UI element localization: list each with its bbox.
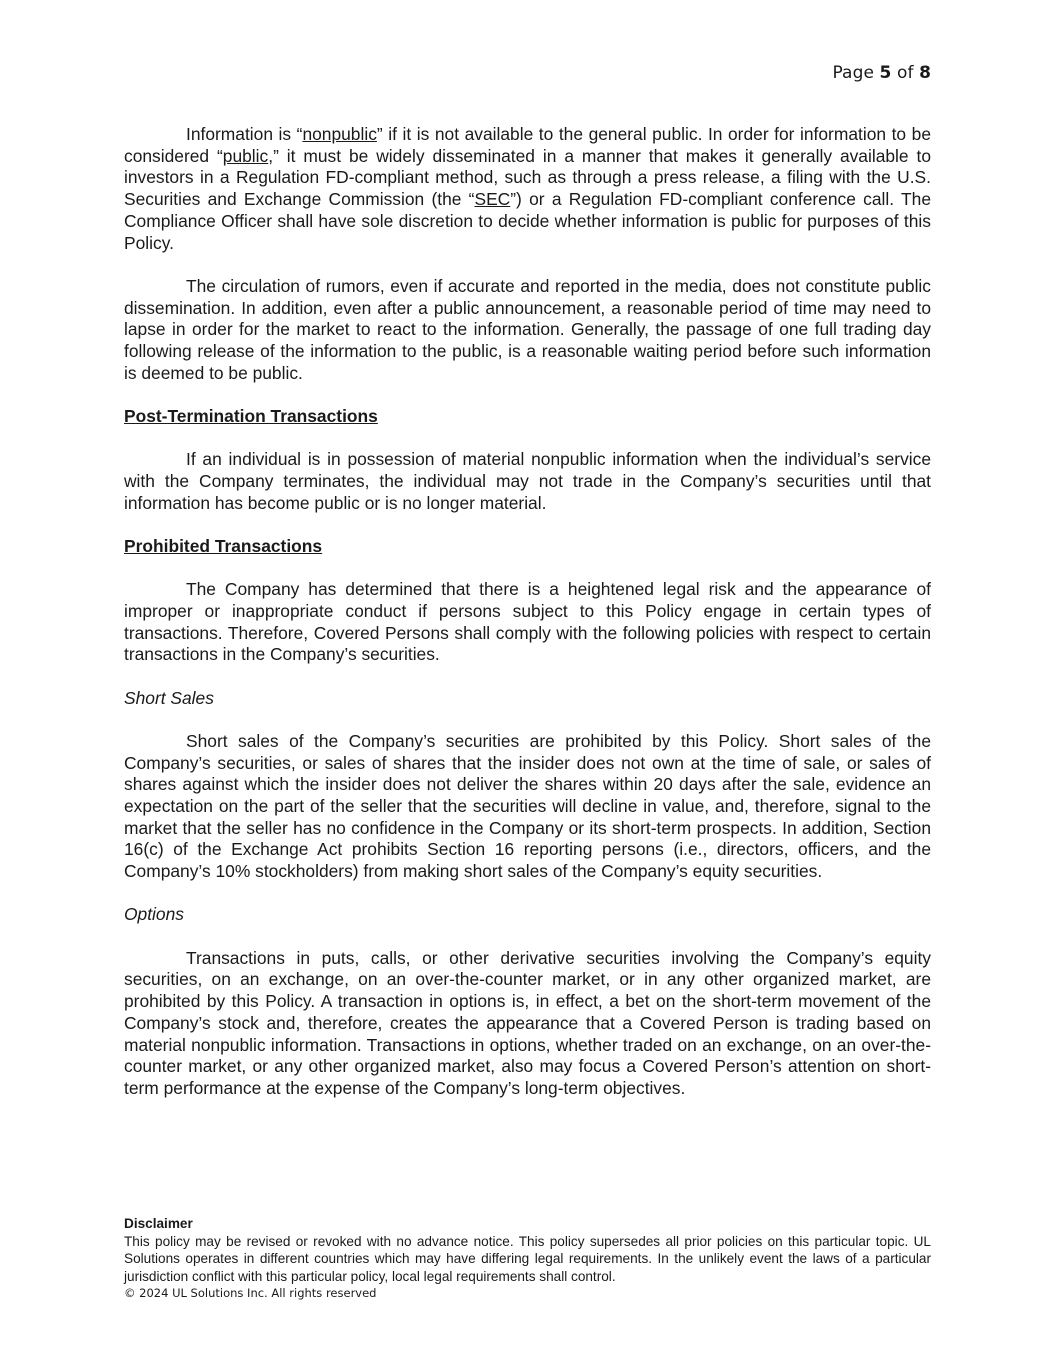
paragraph-prohibited-transactions: The Company has determined that there is a heightened legal risk and the appearance of improper or inappropriate conduct if persons subject to this Policy engage in certain types of transactions. Therefore, Covered Persons shall comply with the following policies with respect to certain transactions in the Company’s securities.: [124, 579, 931, 665]
total-pages: 8: [919, 63, 931, 83]
text-run: Information is “: [186, 124, 303, 144]
copyright: © 2024 UL Solutions Inc. All rights reserved: [124, 1286, 377, 1300]
heading-post-termination: Post-Termination Transactions: [124, 405, 378, 426]
paragraph-nonpublic-definition: [124, 124, 931, 254]
term-nonpublic: nonpublic: [302, 124, 377, 144]
text-run: ”) or a Regulation FD-compliant conference call. The Compliance Officer shall have sole discretion to decide whether information is public for purposes of this Policy.: [124, 189, 931, 253]
current-page: 5: [879, 63, 892, 83]
paragraph-short-sales: Short sales of the Company’s securities are prohibited by this Policy. Short sales of the Company’s securities, or sales of shares that the insider does not own at the time of sale, or sales of shares against which the insider does not deliver the shares within 20 days after the sale, evidence an expectation on the part of the seller that the securities will decline in value, and, therefore, signal to the market that the seller has no confidence in the Company or its short-term prospects. In addition, Section 16(c) of the Exchange Act prohibits Section 16 reporting persons (i.e., directors, officers, and the Company’s 10% stockholders) from making short sales of the Company’s equity securities.: [124, 730, 931, 882]
paragraph-post-termination: If an individual is in possession of material nonpublic information when the individual’s service with the Company terminates, the individual may not trade in the Company’s securities until that information has become public or is no longer material.: [124, 449, 931, 513]
document-body: [124, 124, 931, 1121]
subheading-short-sales: Short Sales: [124, 687, 214, 708]
subheading-options: Options: [124, 904, 184, 925]
paragraph-rumors: The circulation of rumors, even if accurate and reported in the media, does not constitute public dissemination. In addition, even after a public announcement, a reasonable period of time may need to lapse in order for the market to react to the information. Generally, the passage of one full trading day following release of the information to the public, is a reasonable waiting period before such information is deemed to be public.: [124, 275, 931, 383]
term-sec: SEC: [474, 189, 511, 210]
text-run: ” if it is not available to the general public. In order for information to be considered “: [124, 124, 931, 166]
disclaimer-text: This policy may be revised or revoked with no advance notice. This policy supersedes all prior policies on this particular topic. UL Solutions operates in different countries which may have differing legal requirements. In the unlikely event the laws of a particular jurisdiction conflict with this particular policy, local legal requirements shall control.: [124, 1233, 931, 1284]
text-run: ,” it must be widely disseminated in a manner that makes it generally available to investors in a Regulation FD-compliant method, such as through a press release, a filing with the U.S. Securities and Exchange Commission (the “: [124, 145, 932, 210]
heading-prohibited-transactions: Prohibited Transactions: [124, 535, 323, 556]
page-of-label: of: [891, 63, 920, 83]
term-public: public: [222, 145, 269, 166]
page-number: [832, 63, 931, 83]
paragraph-options: Transactions in puts, calls, or other derivative securities involving the Company’s equity securities, on an exchange, on an over-the-counter market, or in any other organized market, are prohibited by this Policy. A transaction in options is, in effect, a bet on the short-term movement of the Company’s stock and, therefore, creates the appearance that a Covered Person is trading based on material nonpublic information. Transactions in options, whether traded on an exchange, on an over-the-counter market, or any other organized market, also may focus a Covered Person’s attention on short-term performance at the expense of the Company’s long-term objectives.: [124, 947, 931, 1098]
page-label: Page: [832, 63, 880, 83]
footer-disclaimer: [124, 1215, 931, 1301]
disclaimer-title: Disclaimer: [124, 1216, 193, 1231]
